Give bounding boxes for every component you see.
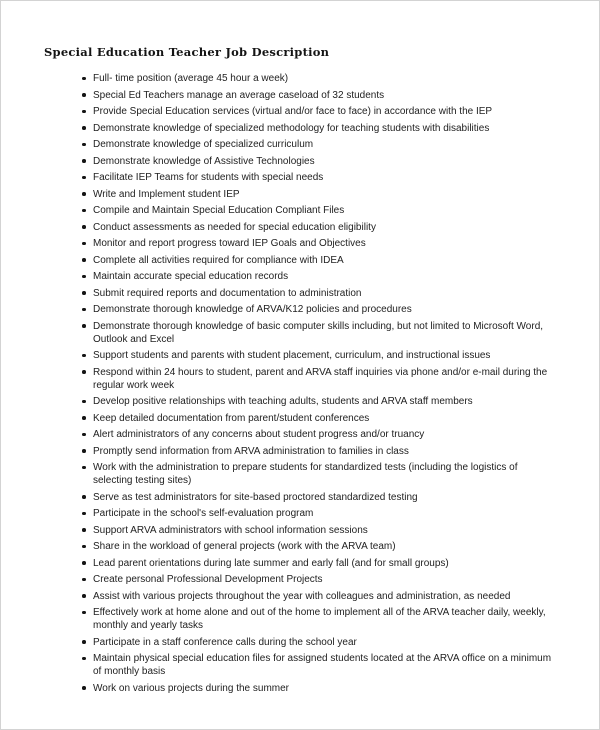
list-item: Full- time position (average 45 hour a week) — [93, 72, 555, 85]
job-duties-list — [1, 72, 599, 695]
list-item: Complete all activities required for compliance with IDEA — [93, 254, 555, 267]
list-item: Maintain physical special education files for assigned students located at the ARVA office on a minimum of monthly basis — [93, 652, 555, 678]
list-item: Effectively work at home alone and out of the home to implement all of the ARVA teacher daily, weekly, monthly and yearly tasks — [93, 606, 555, 632]
list-item: Respond within 24 hours to student, parent and ARVA staff inquiries via phone and/or e-mail during the regular work week — [93, 366, 555, 392]
list-item: Serve as test administrators for site-based proctored standardized testing — [93, 491, 555, 504]
list-item: Write and Implement student IEP — [93, 188, 555, 201]
list-item: Work on various projects during the summer — [93, 682, 555, 695]
page-title: Special Education Teacher Job Description — [44, 45, 330, 59]
list-item: Develop positive relationships with teaching adults, students and ARVA staff members — [93, 395, 555, 408]
list-item: Work with the administration to prepare students for standardized tests (including the logistics of selecting testing sites) — [93, 461, 555, 487]
list-item: Participate in a staff conference calls during the school year — [93, 636, 555, 649]
list-item: Support students and parents with student placement, curriculum, and instructional issues — [93, 349, 555, 362]
list-item: Demonstrate thorough knowledge of ARVA/K12 policies and procedures — [93, 303, 555, 316]
list-item: Share in the workload of general projects (work with the ARVA team) — [93, 540, 555, 553]
list-item: Conduct assessments as needed for special education eligibility — [93, 221, 555, 234]
list-item: Compile and Maintain Special Education Compliant Files — [93, 204, 555, 217]
list-item: Submit required reports and documentation to administration — [93, 287, 555, 300]
list-item: Support ARVA administrators with school information sessions — [93, 524, 555, 537]
list-item: Promptly send information from ARVA administration to families in class — [93, 445, 555, 458]
list-item: Demonstrate thorough knowledge of basic computer skills including, but not limited to Microsoft Word, Outlook and Excel — [93, 320, 555, 346]
list-item: Demonstrate knowledge of specialized methodology for teaching students with disabilities — [93, 122, 555, 135]
list-item: Assist with various projects throughout the year with colleagues and administration, as needed — [93, 590, 555, 603]
list-item: Special Ed Teachers manage an average caseload of 32 students — [93, 89, 555, 102]
list-item: Demonstrate knowledge of Assistive Technologies — [93, 155, 555, 168]
list-item: Alert administrators of any concerns about student progress and/or truancy — [93, 428, 555, 441]
list-item: Demonstrate knowledge of specialized curriculum — [93, 138, 555, 151]
list-item: Keep detailed documentation from parent/student conferences — [93, 412, 555, 425]
list-item: Monitor and report progress toward IEP Goals and Objectives — [93, 237, 555, 250]
list-item: Lead parent orientations during late summer and early fall (and for small groups) — [93, 557, 555, 570]
list-item: Participate in the school's self-evaluation program — [93, 507, 555, 520]
list-item: Create personal Professional Development Projects — [93, 573, 555, 586]
list-item: Maintain accurate special education records — [93, 270, 555, 283]
list-item: Provide Special Education services (virtual and/or face to face) in accordance with the IEP — [93, 105, 555, 118]
list-item: Facilitate IEP Teams for students with special needs — [93, 171, 555, 184]
